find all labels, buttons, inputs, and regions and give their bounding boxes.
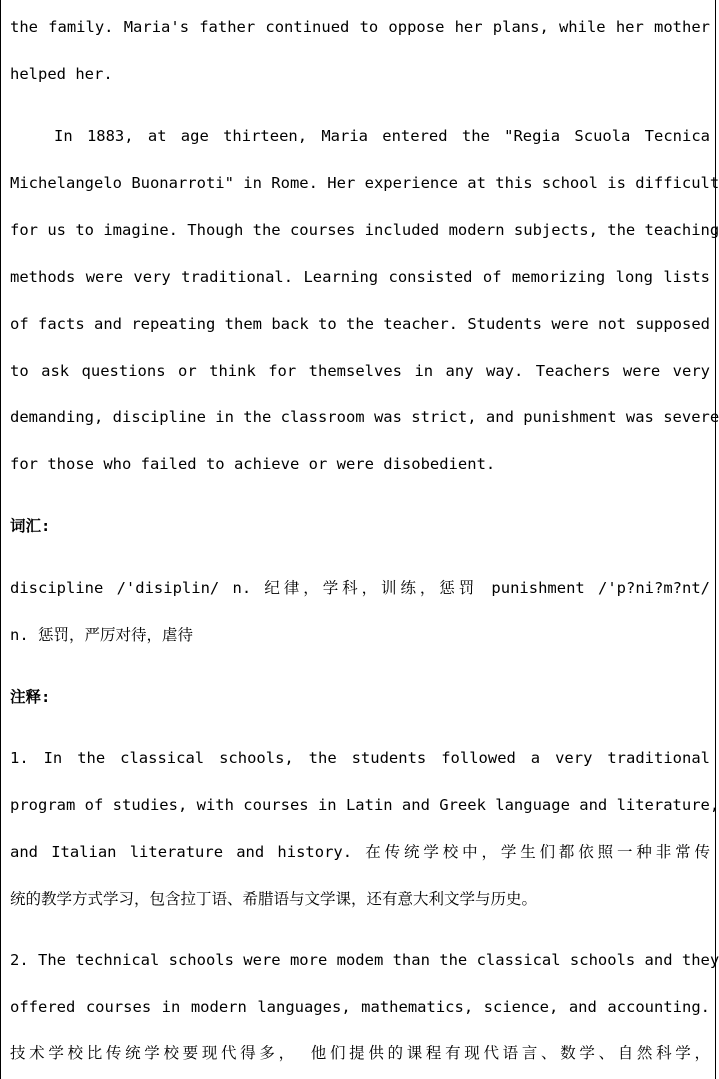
- text-line: to ask questions or think for themselves in any way. Teachers were very: [10, 362, 710, 380]
- text-line: of facts and repeating them back to the teacher. Students were not supposed: [10, 315, 710, 333]
- text-line: Michelangelo Buonarroti" in Rome. Her experience at this school is difficult: [10, 174, 719, 192]
- text-line: the family. Maria's father continued to oppose her plans, while her mother: [10, 18, 710, 36]
- notes-heading: 注释:: [10, 688, 51, 706]
- text-line: for us to imagine. Though the courses included modern subjects, the teaching: [10, 221, 719, 239]
- text-line: In 1883, at age thirteen, Maria entered the "Regia Scuola Tecnica: [54, 127, 710, 145]
- text-line: helped her.: [10, 65, 113, 83]
- note-line: and Italian literature and history. 在传统学校中，学生们都依照一种非常传: [10, 843, 710, 861]
- vocabulary-line: discipline /'disiplin/ n. 纪律，学科，训练，惩罚 punishment /'p?ni?m?nt/: [10, 579, 710, 597]
- vocabulary-line: n. 惩罚，严厉对待，虐待: [10, 626, 193, 644]
- note-line: 1. In the classical schools, the students followed a very traditional: [10, 749, 710, 767]
- note-line: offered courses in modern languages, mathematics, science, and accounting.: [10, 998, 710, 1016]
- note-line: 2. The technical schools were more modem than the classical schools and they: [10, 951, 719, 969]
- note-line: 技术学校比传统学校要现代得多， 他们提供的课程有现代语言、数学、自然科学，: [10, 1044, 710, 1062]
- text-line: demanding, discipline in the classroom was strict, and punishment was severe: [10, 408, 719, 426]
- text-line: methods were very traditional. Learning consisted of memorizing long lists: [10, 268, 710, 286]
- note-line: 统的教学方式学习，包含拉丁语、希腊语与文学课，还有意大利文学与历史。: [10, 890, 538, 908]
- text-line: for those who failed to achieve or were disobedient.: [10, 455, 496, 473]
- vocabulary-heading: 词汇:: [10, 517, 51, 535]
- note-line: program of studies, with courses in Latin and Greek language and literature,: [10, 796, 719, 814]
